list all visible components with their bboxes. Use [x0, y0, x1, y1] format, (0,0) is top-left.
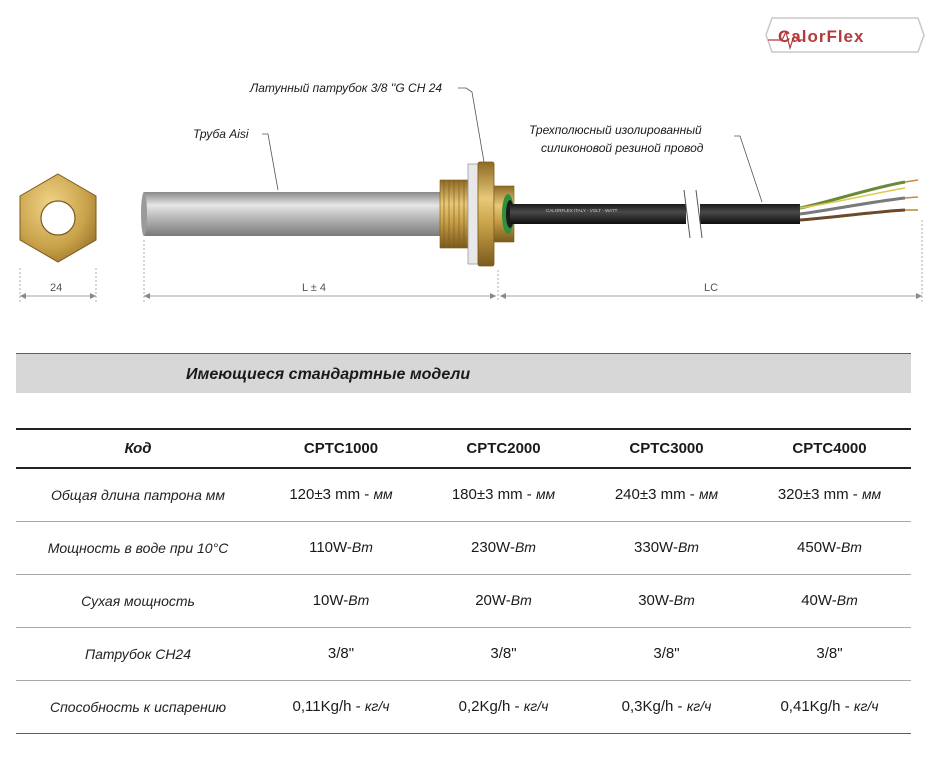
- table-cell: [422, 468, 585, 521]
- table-cell: [260, 680, 422, 733]
- table-cell: [422, 574, 585, 627]
- cell-unit: Вт: [514, 539, 536, 555]
- callout-cable-line1: Трехполюсный изолированный: [529, 123, 702, 137]
- cell-value: 3/8": [490, 645, 517, 662]
- header-model: CPTC3000: [585, 429, 748, 468]
- table-row: [16, 468, 911, 521]
- cell-value: 320±3 mm -: [777, 486, 862, 504]
- cell-unit: Вт: [840, 539, 862, 555]
- cell-value: 10W-: [312, 592, 349, 609]
- silicone-cable: [510, 180, 918, 238]
- row-label: Общая длина патрона мм: [16, 468, 260, 521]
- table-cell: [422, 680, 585, 733]
- cell-unit: мм: [698, 486, 719, 503]
- dimension-cable: LC: [704, 282, 719, 294]
- spec-table: [16, 428, 911, 734]
- row-label: Способность к испарению: [16, 680, 260, 733]
- table-row: [16, 521, 911, 574]
- header-model: CPTC2000: [422, 429, 585, 468]
- header-model: CPTC1000: [260, 429, 422, 468]
- table-cell: [260, 627, 422, 680]
- section-title: Имеющиеся стандартные модели: [186, 366, 471, 383]
- cell-unit: мм: [535, 486, 556, 503]
- cell-value: 110W-: [309, 539, 352, 556]
- brass-fitting: [440, 162, 514, 266]
- cell-value: 30W-: [638, 592, 674, 609]
- cell-value: 3/8": [653, 645, 680, 662]
- table-cell: [585, 574, 748, 627]
- cell-unit: кг/ч: [853, 698, 879, 714]
- cell-unit: кг/ч: [364, 698, 390, 714]
- heater-drawing: [0, 70, 939, 320]
- row-label: Мощность в воде при 10°C: [16, 521, 260, 574]
- cell-unit: мм: [861, 486, 882, 503]
- cell-value: 240±3 mm -: [614, 486, 699, 504]
- cell-unit: кг/ч: [523, 698, 549, 714]
- cell-value: 0,2Kg/h -: [458, 698, 524, 715]
- cell-value: 0,41Kg/h -: [780, 698, 854, 715]
- product-diagram: [0, 70, 939, 320]
- dimension-hex: 24: [50, 282, 63, 294]
- calorflex-logo: [764, 14, 926, 56]
- cell-value: 0,3Kg/h -: [621, 698, 687, 715]
- cable-print: CALORFLEX ITALY - VOLT - WATT: [546, 208, 618, 213]
- table-cell: [585, 468, 748, 521]
- cell-value: 20W-: [475, 592, 511, 609]
- cell-value: 330W-: [634, 539, 678, 556]
- cell-value: 180±3 mm -: [451, 486, 536, 504]
- cell-value: 40W-: [801, 592, 837, 609]
- row-label: Патрубок CH24: [16, 627, 260, 680]
- row-label: Сухая мощность: [16, 574, 260, 627]
- table-cell: [260, 521, 422, 574]
- dimension-length: L ± 4: [302, 282, 326, 294]
- cell-value: 120±3 mm -: [289, 486, 374, 504]
- table-cell: [748, 574, 911, 627]
- cell-unit: Вт: [510, 592, 532, 608]
- cell-unit: Вт: [351, 539, 373, 555]
- table-cell: [748, 680, 911, 733]
- header-model: CPTC4000: [748, 429, 911, 468]
- table-cell: [585, 627, 748, 680]
- cell-value: 3/8": [816, 645, 843, 662]
- table-cell: [748, 627, 911, 680]
- table-cell: [422, 521, 585, 574]
- cell-unit: Вт: [673, 592, 695, 608]
- table-cell: [260, 468, 422, 521]
- table-row: [16, 680, 911, 733]
- steel-tube: [141, 192, 444, 236]
- table-cell: [585, 680, 748, 733]
- header-code: Код: [16, 429, 260, 468]
- hex-nut-icon: [20, 174, 96, 262]
- cell-unit: Вт: [348, 592, 370, 608]
- table-header-row: [16, 429, 911, 468]
- table-row: [16, 627, 911, 680]
- table-cell: [748, 468, 911, 521]
- cell-unit: Вт: [836, 592, 858, 608]
- table-row: [16, 574, 911, 627]
- table-cell: [585, 521, 748, 574]
- table-cell: [260, 574, 422, 627]
- cell-value: 230W-: [471, 539, 515, 556]
- table-cell: [422, 627, 585, 680]
- cell-value: 0,11Kg/h -: [292, 698, 365, 715]
- cell-unit: мм: [373, 486, 393, 503]
- callout-fitting: Латунный патрубок 3/8 ''G CH 24: [250, 81, 443, 95]
- cell-value: 450W-: [797, 539, 841, 556]
- cell-unit: Вт: [677, 539, 699, 555]
- logo-text: CalorFlex: [778, 27, 865, 46]
- cell-unit: кг/ч: [686, 698, 712, 714]
- cell-value: 3/8": [327, 645, 355, 662]
- table-cell: [748, 521, 911, 574]
- callout-tube: Труба Aisi: [193, 127, 249, 141]
- callout-cable-line2: силиконовой резиной провод: [541, 141, 704, 155]
